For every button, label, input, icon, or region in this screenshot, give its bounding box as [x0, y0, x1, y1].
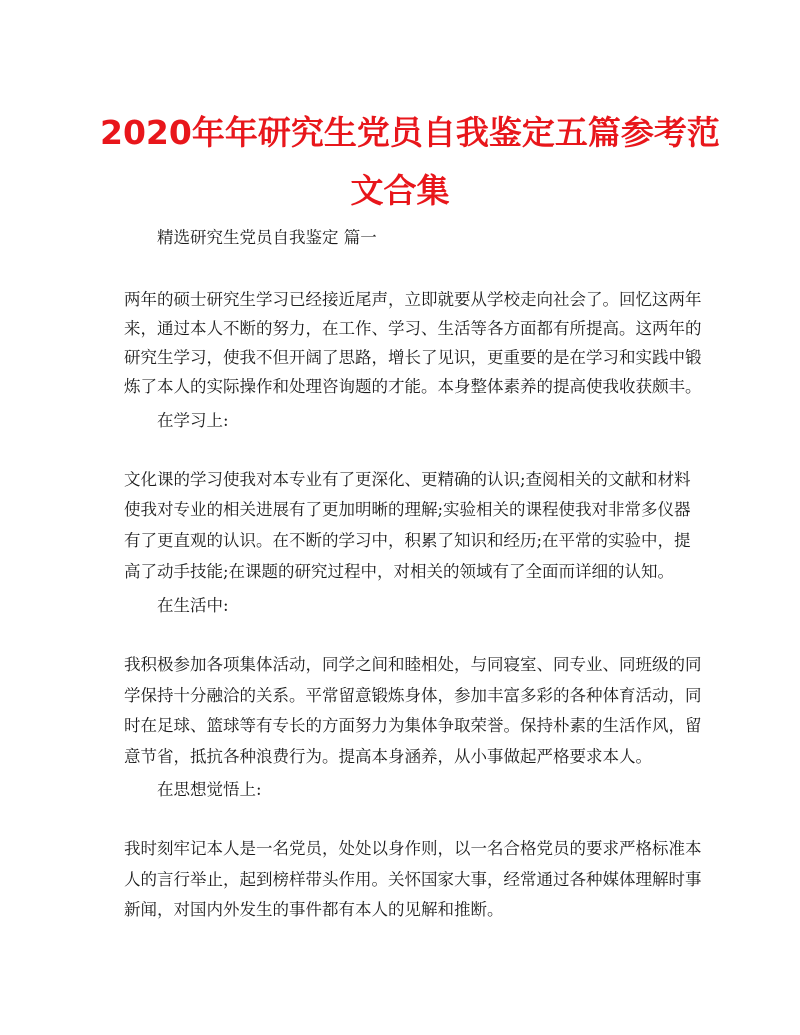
document-title-line-2: 文合集 — [350, 171, 450, 210]
life-line-2: 学保持十分融洽的关系。平常留意锻炼身体，参加丰富多彩的各种体育活动，同 — [124, 686, 702, 705]
study-heading: 在学习上: — [157, 411, 229, 430]
life-line-3: 时在足球、篮球等有专长的方面努力为集体争取荣誉。保持朴素的生活作风，留 — [124, 716, 702, 735]
document-title-line-1: 2020年年研究生党员自我鉴定五篇参考范 — [100, 113, 720, 152]
study-line-1: 文化课的学习使我对本专业有了更深化、更精确的认识;查阅相关的文献和材料 — [124, 470, 691, 489]
life-line-4: 意节省，抵抗各种浪费行为。提高本身涵养，从小事做起严格要求本人。 — [124, 747, 652, 766]
ideology-heading: 在思想觉悟上: — [157, 780, 262, 799]
life-heading: 在生活中: — [157, 596, 229, 615]
intro-line-1: 两年的硕士研究生学习已经接近尾声，立即就要从学校走向社会了。回忆这两年 — [124, 290, 702, 309]
life-line-1: 我积极参加各项集体活动，同学之间和睦相处，与同寝室、同专业、同班级的同 — [124, 655, 702, 674]
section-heading: 精选研究生党员自我鉴定 篇一 — [157, 228, 377, 247]
intro-line-2: 来，通过本人不断的努力，在工作、学习、生活等各方面都有所提高。这两年的 — [124, 319, 702, 338]
intro-line-4: 炼了本人的实际操作和处理咨询题的才能。本身整体素养的提高使我收获颇丰。 — [124, 377, 702, 396]
ideology-line-2: 人的言行举止，起到榜样带头作用。关怀国家大事，经常通过各种媒体理解时事 — [124, 870, 702, 889]
study-line-2: 使我对专业的相关进展有了更加明晰的理解;实验相关的课程使我对非常多仪器 — [124, 500, 691, 519]
ideology-line-1: 我时刻牢记本人是一名党员，处处以身作则，以一名合格党员的要求严格标准本 — [124, 839, 702, 858]
intro-line-3: 研究生学习，使我不但开阔了思路，增长了见识，更重要的是在学习和实践中锻 — [124, 348, 702, 367]
ideology-line-3: 新闻，对国内外发生的事件都有本人的见解和推断。 — [124, 900, 504, 919]
study-line-3: 有了更直观的认识。在不断的学习中，积累了知识和经历;在平常的实验中，提 — [124, 531, 691, 550]
study-line-4: 高了动手技能;在课题的研究过程中，对相关的领域有了全面而详细的认知。 — [124, 562, 675, 581]
